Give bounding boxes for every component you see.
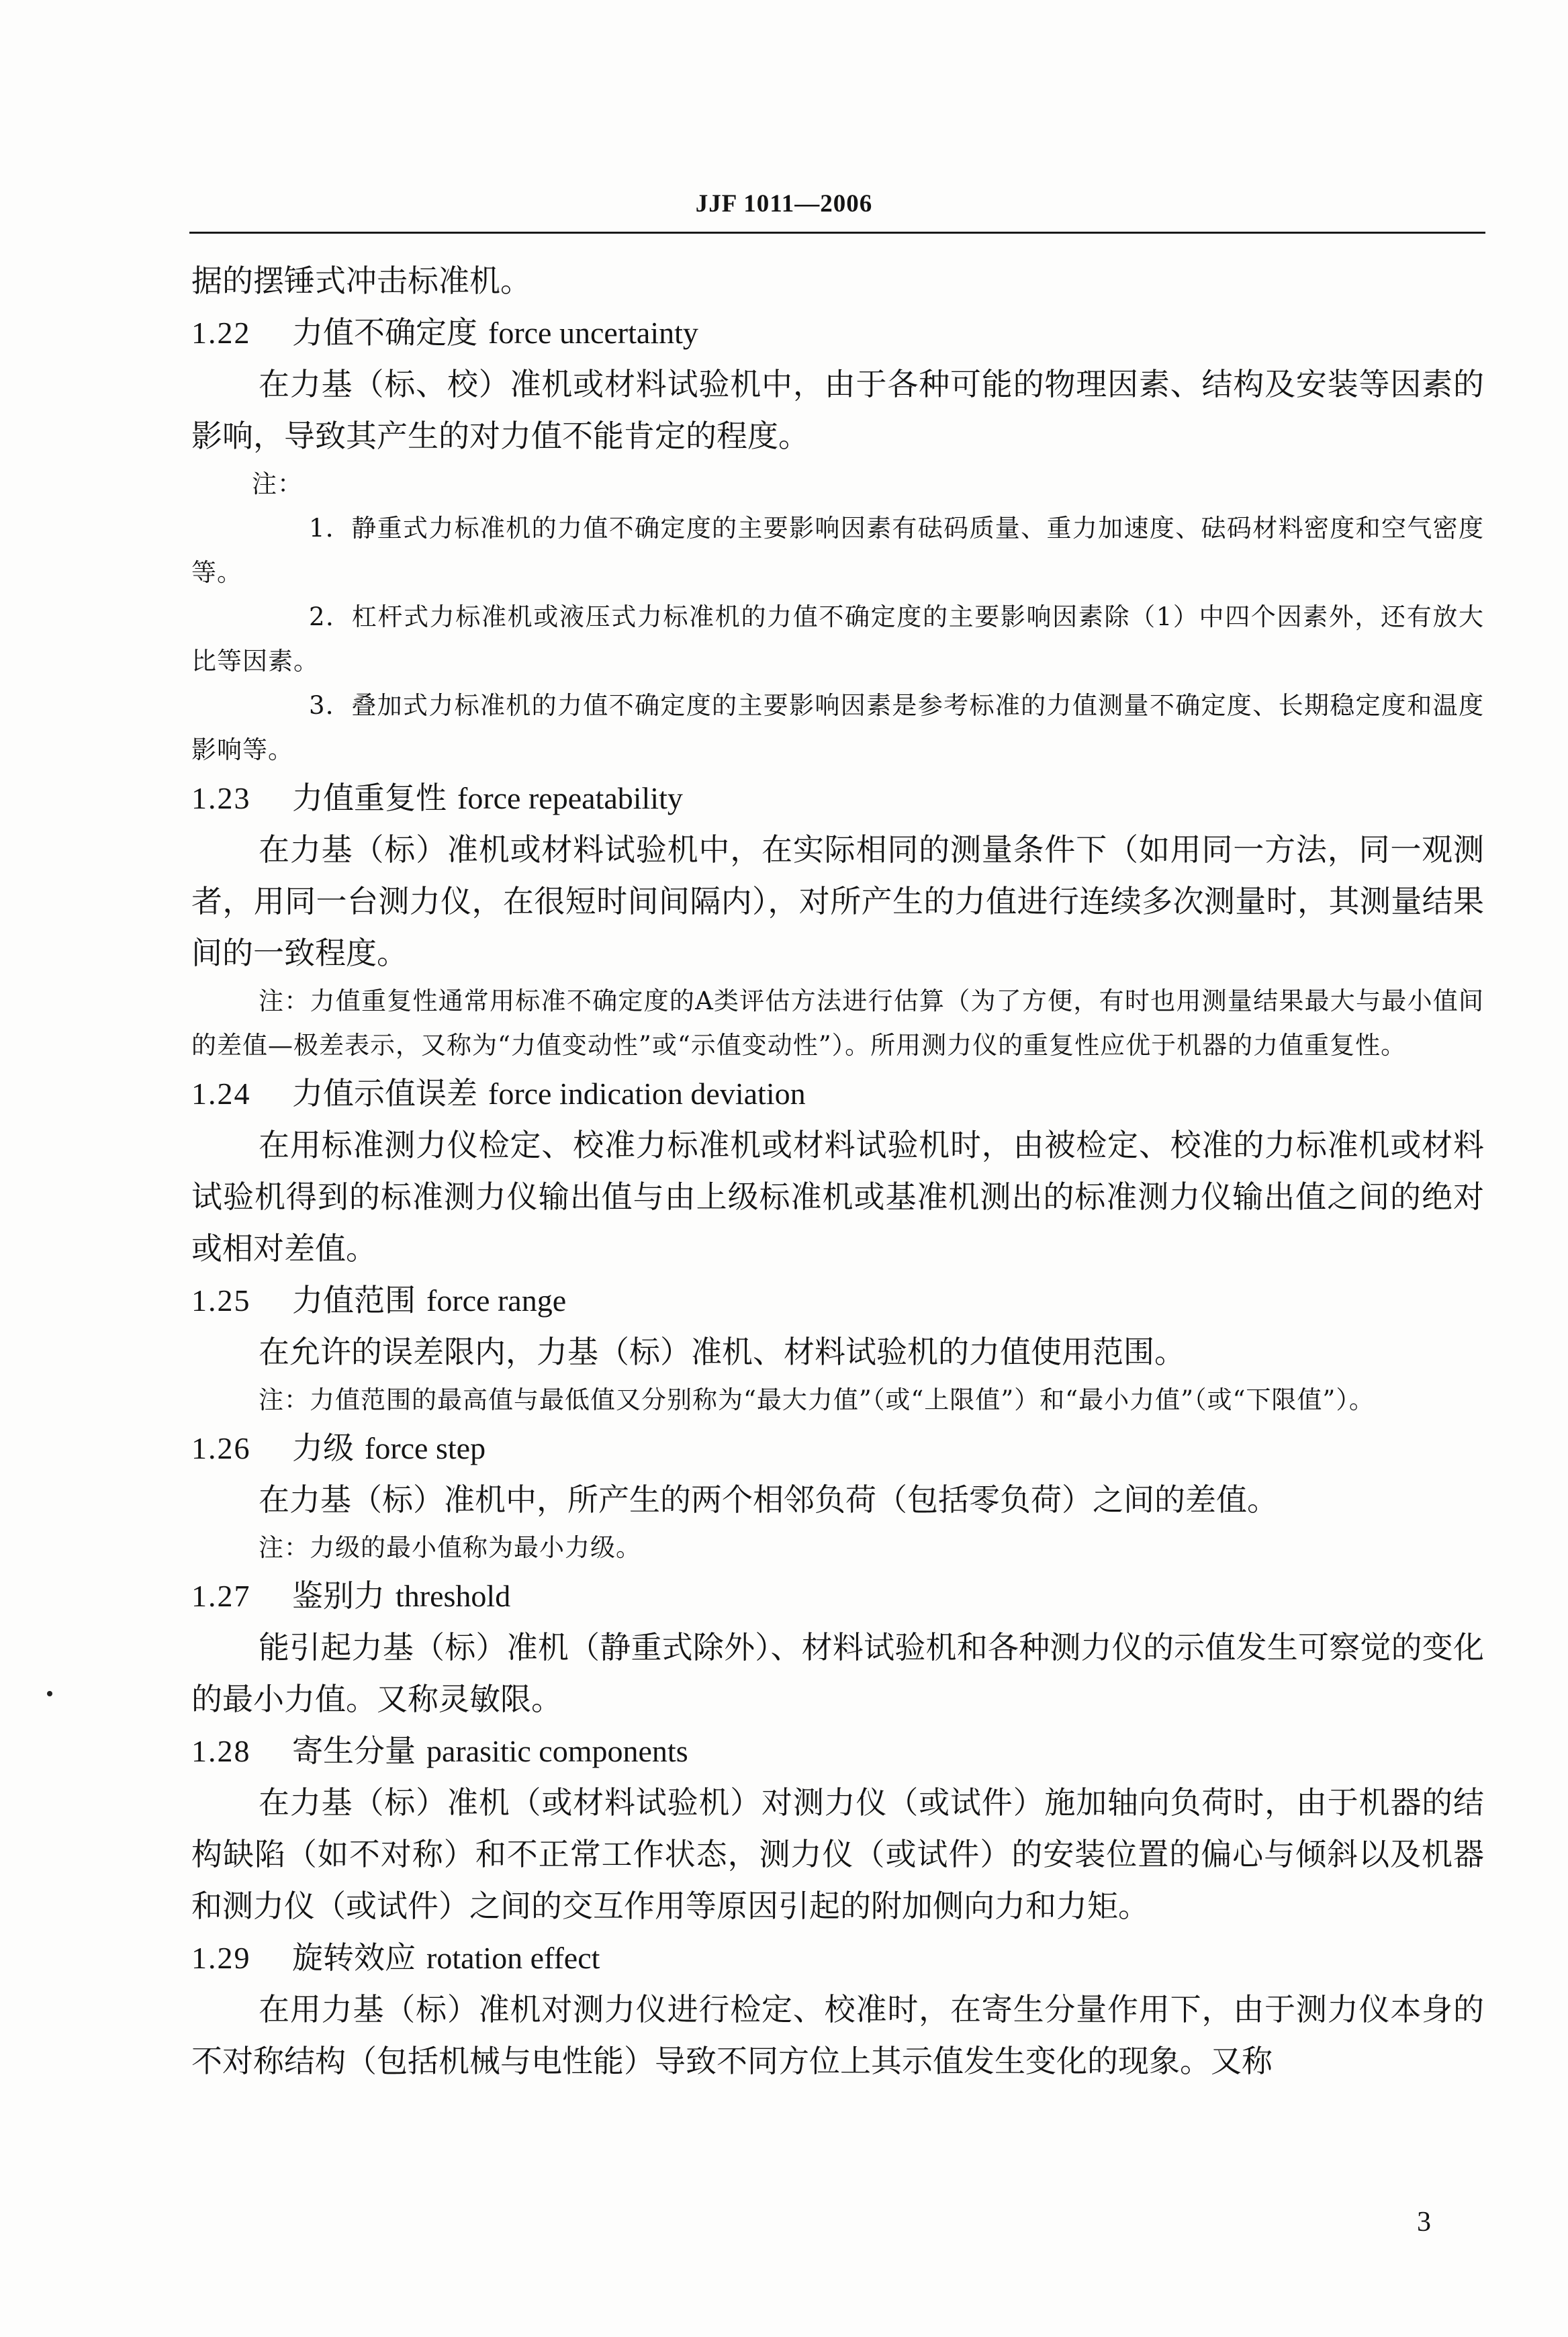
section-term: 寄生分量 [292,1733,416,1769]
section-heading-1-25 [191,1275,1484,1326]
document-header-code: JJF 1011—2006 [695,190,873,218]
note-item: 1．静重式力标准机的力值不确定度的主要影响因素有砝码质量、重力加速度、砝码材料密度和空气密度等。 [191,514,1484,587]
continued-paragraph: 据的摆锤式冲击标准机。 [191,263,531,299]
section-term-english: force range [426,1283,567,1318]
section-definition: 能引起力基（标）准机（静重式除外）、材料试验机和各种测力仪的示值发生可察觉的变化的最小力值。又称灵敏限。 [191,1629,1484,1717]
section-definition: 在允许的误差限内，力基（标）准机、材料试验机的力值使用范围。 [259,1334,1185,1370]
section-heading-1-29 [191,1932,1484,1984]
section-definition: 在力基（标）准机或材料试验机中，在实际相同的测量条件下（如用同一方法，同一观测者，用同一台测力仪，在很短时间间隔内），对所产生的力值进行连续多次测量时，其测量结果间的一致程度。 [191,831,1484,971]
section-term-english: force step [365,1431,486,1465]
section-number: 1.23 [191,781,251,815]
section-term-english: force repeatability [457,781,683,815]
section-heading-1-22 [191,307,1484,359]
section-number: 1.26 [191,1431,251,1465]
document-body [191,255,1484,2087]
section-definition: 在力基（标）准机中，所产生的两个相邻负荷（包括零负荷）之间的差值。 [259,1481,1278,1518]
section-term: 力值范围 [292,1282,416,1318]
section-number: 1.24 [191,1076,251,1111]
section-number: 1.29 [191,1941,251,1975]
section-number: 1.27 [191,1579,251,1613]
section-heading-1-23 [191,772,1484,824]
section-term: 旋转效应 [292,1939,416,1976]
section-number: 1.22 [191,316,251,350]
section-number: 1.25 [191,1283,251,1318]
section-note: 注：力值范围的最高值与最低值又分别称为“最大力值”（或“上限值”）和“最小力值”（或“下限值”）。 [259,1385,1375,1414]
section-term-english: threshold [396,1579,511,1613]
section-definition: 在力基（标）准机（或材料试验机）对测力仪（或试件）施加轴向负荷时，由于机器的结构缺陷（如不对称）和不正常工作状态，测力仪（或试件）的安装位置的偏心与倾斜以及机器和测力仪（或试件）之间的交互作用等原因引起的附加侧向力和力矩。 [191,1784,1484,1924]
page-number: 3 [1417,2207,1431,2238]
section-term: 力值示值误差 [292,1075,477,1111]
note-item: 3．叠加式力标准机的力值不确定度的主要影响因素是参考标准的力值测量不确定度、长期稳定度和温度影响等。 [191,691,1484,764]
note-label: 注： [252,469,303,498]
section-note: 注：力级的最小值称为最小力级。 [259,1533,641,1562]
section-heading-1-24 [191,1068,1484,1119]
section-term-english: force indication deviation [488,1076,806,1111]
scan-speck-mark [47,1691,52,1696]
section-term: 力值重复性 [292,780,447,816]
section-heading-1-28 [191,1725,1484,1777]
section-term: 力级 [292,1430,354,1466]
section-heading-1-26 [191,1422,1484,1474]
section-definition: 在用标准测力仪检定、校准力标准机或材料试验机时，由被检定、校准的力标准机或材料试验机得到的标准测力仪输出值与由上级标准机或基准机测出的标准测力仪输出值之间的绝对或相对差值。 [191,1127,1484,1267]
section-term-english: force uncertainty [488,316,698,350]
section-term-english: parasitic components [426,1734,688,1768]
section-definition: 在用力基（标）准机对测力仪进行检定、校准时，在寄生分量作用下，由于测力仪本身的不对称结构（包括机械与电性能）导致不同方位上其示值发生变化的现象。又称 [191,1991,1484,2079]
note-item: 2．杠杆式力标准机或液压式力标准机的力值不确定度的主要影响因素除（1）中四个因素外，还有放大比等因素。 [191,602,1484,676]
header-rule [189,232,1485,234]
section-term-english: rotation effect [426,1941,600,1975]
section-term: 力值不确定度 [292,314,477,351]
section-term: 鉴别力 [292,1577,385,1614]
section-definition: 在力基（标、校）准机或材料试验机中，由于各种可能的物理因素、结构及安装等因素的影响，导致其产生的对力值不能肯定的程度。 [191,366,1484,454]
section-number: 1.28 [191,1734,251,1768]
section-note: 注：力值重复性通常用标准不确定度的A类评估方法进行估算（为了方便，有时也用测量结果最大与最小值间的差值—极差表示，又称为“力值变动性”或“示值变动性”）。所用测力仪的重复性应优于机器的力值重复性。 [191,987,1484,1060]
section-heading-1-27 [191,1570,1484,1622]
